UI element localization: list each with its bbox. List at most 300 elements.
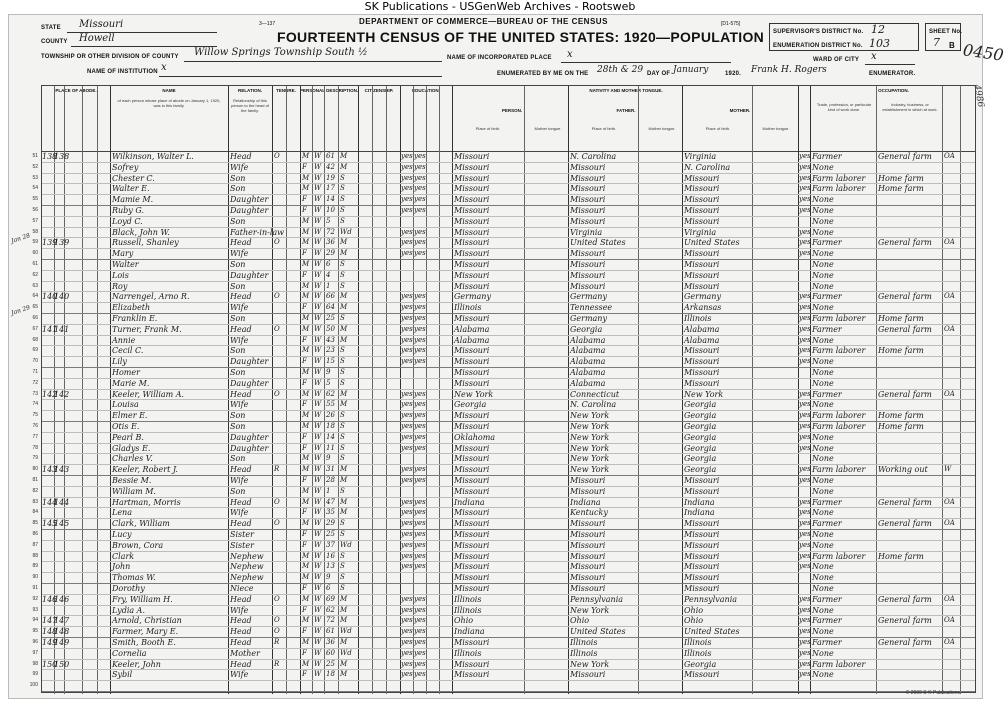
cell-trade: Farm laborer: [812, 659, 866, 669]
cell-age: 1: [326, 281, 331, 290]
cell-wr: yes: [414, 292, 426, 301]
cell-age: 36: [326, 638, 335, 646]
cell-sex: F: [302, 249, 307, 258]
cell-fpob: Missouri: [570, 540, 606, 550]
row-number: 61: [32, 261, 38, 267]
cell-rel: Wife: [230, 670, 249, 680]
state-label: STATE: [41, 25, 61, 31]
institution-label: NAME OF INSTITUTION: [87, 69, 158, 75]
cell-sex: M: [302, 486, 310, 495]
cell-pob: Missouri: [454, 152, 490, 161]
cell-ms: M: [340, 238, 348, 247]
cell-trade: Farmer: [812, 292, 842, 302]
cell-mpob: Missouri: [684, 540, 720, 550]
cell-race: W: [314, 659, 322, 668]
cell-name: Keeler, Robert J.: [112, 465, 178, 475]
cell-race: W: [314, 249, 322, 258]
cell-rd: yes: [401, 551, 413, 560]
cell-rel: Son: [230, 368, 246, 377]
cell-wr: yes: [414, 335, 426, 344]
cell-fam: 149: [54, 638, 70, 647]
cell-fpob: Missouri: [570, 486, 606, 496]
cell-trade: None: [812, 260, 834, 269]
subgroup-mother: MOTHER.: [729, 108, 751, 113]
cell-mpob: Missouri: [684, 368, 720, 377]
cell-wr: yes: [414, 594, 426, 603]
cell-race: W: [314, 476, 322, 484]
cell-wr: yes: [414, 238, 426, 247]
cell-eng: yes: [799, 162, 811, 171]
form-number: 3—137: [259, 21, 276, 27]
cell-ten: R: [274, 465, 280, 474]
cell-race: W: [314, 368, 322, 376]
cell-trade: Farm laborer: [812, 314, 866, 323]
group-nativity: NATIVITY AND MOTHER TONGUE.: [589, 88, 663, 93]
cell-mpob: Alabama: [684, 324, 720, 334]
cell-rel: Sister: [230, 530, 254, 539]
cell-sex: F: [302, 584, 307, 592]
cell-rd: yes: [401, 497, 413, 506]
sheet-label: SHEET No.: [929, 29, 963, 35]
cell-fpob: Missouri: [570, 670, 606, 680]
cell-name: Turner, Frank M.: [112, 324, 182, 334]
cell-trade: None: [812, 195, 834, 205]
cell-mpob: Missouri: [684, 562, 720, 572]
cell-trade: Farmer: [812, 497, 842, 507]
cell-name: Black, John W.: [112, 227, 170, 237]
cell-race: W: [314, 216, 322, 225]
cell-age: 31: [326, 465, 335, 474]
cell-rd: yes: [401, 638, 413, 646]
row-number: 56: [32, 207, 38, 213]
cell-fpob: Alabama: [570, 368, 606, 377]
cell-sex: F: [302, 270, 307, 279]
row-number: 92: [32, 595, 38, 602]
cell-fpob: Alabama: [570, 357, 606, 367]
cell-mpob: Missouri: [684, 346, 720, 356]
cell-trade: None: [812, 368, 834, 377]
cell-rd: yes: [401, 195, 413, 204]
cell-eng: yes: [799, 422, 811, 430]
cell-rel: Niece: [230, 584, 254, 593]
cell-age: 10: [326, 206, 335, 214]
cell-wr: yes: [414, 616, 426, 625]
cell-dw: 149: [42, 638, 58, 647]
cell-name: Narrengel, Arno R.: [112, 292, 190, 302]
cell-sex: F: [302, 530, 307, 538]
cell-fam: 143: [54, 465, 70, 475]
cell-eng: yes: [799, 357, 811, 366]
cell-mpob: Pennsylvania: [684, 594, 738, 604]
cell-trade: None: [812, 227, 834, 237]
cell-sex: M: [302, 422, 310, 430]
cell-fpob: Missouri: [570, 476, 606, 485]
cell-mpob: Missouri: [684, 519, 720, 529]
cell-ms: M: [340, 616, 348, 625]
cell-rel: Son: [230, 281, 246, 291]
cell-fpob: Missouri: [570, 206, 606, 215]
cell-pob: Illinois: [454, 648, 482, 658]
cell-pob: Missouri: [454, 551, 490, 561]
cell-ind: General farm: [878, 238, 932, 248]
cell-age: 25: [326, 530, 335, 538]
cell-mpob: Missouri: [684, 551, 720, 561]
cell-trade: None: [812, 530, 834, 539]
cell-pob: Illinois: [454, 303, 482, 313]
cell-race: W: [314, 584, 322, 592]
row-number: 72: [32, 379, 38, 386]
cell-sex: M: [302, 638, 310, 646]
cell-rd: yes: [401, 303, 413, 312]
institution-line: [159, 67, 442, 77]
cell-sex: F: [302, 443, 307, 452]
cell-age: 17: [326, 184, 335, 193]
cell-ten: R: [274, 638, 280, 646]
cell-ten: O: [274, 627, 280, 636]
cell-mpob: Missouri: [684, 670, 720, 680]
row-number: 60: [32, 250, 38, 257]
cell-sex: F: [302, 605, 307, 614]
cell-mpob: Missouri: [684, 270, 720, 280]
row-number: 100: [29, 682, 38, 689]
cell-ms: S: [340, 486, 345, 495]
cell-mpob: United States: [684, 238, 740, 248]
cell-sex: M: [302, 324, 310, 333]
cell-ms: S: [340, 260, 345, 268]
cell-fpob: Pennsylvania: [570, 594, 624, 604]
cell-name: Farmer, Mary E.: [112, 627, 179, 637]
cell-race: W: [314, 670, 322, 679]
cell-name: Otis E.: [112, 422, 140, 431]
row-number: 71: [32, 369, 38, 375]
cell-wr: yes: [414, 638, 426, 646]
cell-trade: None: [812, 476, 834, 485]
cell-dw: 145: [42, 519, 58, 529]
cell-race: W: [314, 551, 322, 560]
cell-rel: Daughter: [230, 357, 269, 367]
cell-sex: M: [302, 551, 310, 560]
cell-wr: yes: [414, 519, 426, 528]
subgroup-father: FATHER.: [616, 108, 636, 113]
cell-sex: F: [302, 670, 307, 679]
ward-value: x: [871, 51, 877, 62]
enumerated-day: 28th & 29: [597, 65, 644, 75]
cell-race: W: [314, 411, 322, 420]
cell-pob: Missouri: [454, 238, 490, 248]
cell-race: W: [314, 378, 322, 387]
cell-age: 13: [326, 562, 335, 571]
cell-ind: Working out: [878, 465, 928, 475]
cell-name: Marie M.: [112, 378, 150, 388]
cell-sex: M: [302, 465, 310, 474]
cell-pob: Missouri: [454, 584, 490, 593]
cell-trade: Farmer: [812, 594, 842, 604]
row-number: 87: [32, 541, 38, 548]
cell-age: 9: [326, 368, 331, 376]
place-value: x: [567, 49, 573, 60]
cell-fpob: New York: [570, 465, 610, 475]
cell-race: W: [314, 594, 322, 603]
cell-ms: M: [340, 465, 348, 474]
cell-rel: Son: [230, 454, 246, 464]
cell-trade: None: [812, 562, 834, 572]
cell-trade: None: [812, 335, 834, 345]
cell-pob: Missouri: [454, 227, 490, 237]
cell-wr: yes: [414, 162, 426, 171]
cell-dw: 147: [42, 616, 58, 626]
cell-race: W: [314, 227, 322, 236]
cell-sex: F: [302, 357, 307, 366]
cell-name: Ruby G.: [112, 206, 145, 215]
cell-rel: Daughter: [230, 443, 269, 453]
cell-wr: yes: [414, 303, 426, 312]
cell-age: 14: [326, 432, 335, 441]
cell-dw: 143: [42, 465, 58, 475]
cell-pob: Missouri: [454, 357, 490, 367]
cell-pob: Missouri: [454, 519, 490, 529]
cell-sex: F: [302, 335, 307, 344]
cell-ms: M: [340, 476, 348, 484]
cell-fpob: Indiana: [570, 497, 601, 507]
cell-name: Roy: [112, 281, 128, 291]
cell-fpob: Missouri: [570, 184, 606, 194]
cell-eng: yes: [799, 465, 811, 474]
cell-wr: yes: [414, 195, 426, 204]
cell-trade: Farmer: [812, 389, 842, 399]
cell-trade: Farm laborer: [812, 465, 866, 475]
cell-race: W: [314, 195, 322, 204]
row-number: 97: [32, 649, 38, 656]
cell-age: 72: [326, 227, 335, 236]
cell-race: W: [314, 260, 322, 268]
row-number: 95: [32, 628, 38, 635]
name-description: of each person whose place of abode on January 1, 1920, was in this family.: [117, 98, 221, 108]
cell-pob: Oklahoma: [454, 432, 496, 442]
cell-pob: Missouri: [454, 216, 490, 226]
cell-sex: M: [302, 260, 310, 268]
margin-note: Jan 29: [10, 304, 31, 317]
row-number: 84: [32, 509, 38, 516]
cell-age: 16: [326, 551, 335, 560]
cell-race: W: [314, 389, 322, 398]
enumerator-label: ENUMERATOR.: [869, 71, 916, 77]
cell-dw: 142: [42, 389, 58, 399]
cell-fpob: Missouri: [570, 260, 606, 269]
cell-mpob: Missouri: [684, 486, 720, 496]
cell-name: Smith, Booth E.: [112, 638, 176, 647]
cell-dw: 139: [42, 238, 58, 248]
cell-rd: yes: [401, 162, 413, 171]
cell-sex: M: [302, 281, 310, 290]
cell-ms: M: [340, 497, 348, 506]
sheet-letter: B: [949, 41, 955, 50]
cell-name: Annie: [112, 335, 136, 345]
cell-trade: None: [812, 400, 834, 410]
cell-wr: yes: [414, 508, 426, 517]
cell-rel: Wife: [230, 476, 249, 485]
industry-description: Industry, business, or establishment in which at work.: [882, 102, 938, 112]
cell-rel: Daughter: [230, 432, 269, 442]
cell-age: 43: [326, 335, 335, 344]
cell-ten: R: [274, 659, 280, 668]
cell-rel: Daughter: [230, 206, 269, 215]
group-citizenship: CITIZENSHIP.: [364, 88, 394, 93]
cell-ms: S: [340, 346, 345, 355]
cell-trade: None: [812, 281, 834, 291]
cell-sex: F: [302, 378, 307, 387]
cell-trade: Farmer: [812, 152, 842, 161]
cell-mpob: Missouri: [684, 530, 720, 539]
cell-name: Sofrey: [112, 162, 139, 172]
cell-rd: yes: [401, 443, 413, 452]
cell-ten: O: [274, 324, 280, 333]
cell-name: Charles V.: [112, 454, 153, 464]
row-number: 63: [32, 282, 38, 289]
cell-ms: S: [340, 281, 345, 290]
cell-pob: Missouri: [454, 260, 490, 269]
cell-race: W: [314, 638, 322, 646]
row-number: 99: [32, 671, 38, 678]
cell-age: 9: [326, 573, 331, 582]
cell-fpob: Missouri: [570, 249, 606, 259]
cell-trade: Farm laborer: [812, 551, 866, 561]
cell-trade: Farmer: [812, 324, 842, 334]
row-number: 90: [32, 574, 38, 581]
cell-age: 42: [326, 162, 335, 171]
cell-mpob: Georgia: [684, 659, 717, 669]
group-personal: PERSONAL DESCRIPTION.: [300, 88, 359, 93]
cell-fam: 148: [54, 627, 70, 637]
cell-fam: 139: [54, 238, 70, 248]
cell-cl: OA: [944, 616, 955, 625]
cell-pob: Ohio: [454, 616, 474, 626]
cell-age: 66: [326, 292, 335, 301]
cell-mpob: Missouri: [684, 216, 720, 226]
margin-note: Jan 28: [10, 232, 31, 245]
cell-cl: OA: [944, 389, 955, 398]
cell-race: W: [314, 443, 322, 452]
cell-rd: yes: [401, 432, 413, 441]
relation-description: Relationship of this person to the head of the family.: [231, 98, 269, 113]
cell-fpob: Connecticut: [570, 389, 620, 399]
cell-fpob: New York: [570, 443, 610, 453]
cell-mpob: Missouri: [684, 173, 720, 183]
cell-wr: yes: [414, 314, 426, 322]
cell-pob: Alabama: [454, 324, 490, 334]
cell-rel: Wife: [230, 303, 249, 313]
cell-mpob: Virginia: [684, 152, 717, 161]
column-header: [42, 86, 975, 152]
trade-description: Trade, profession, or particular kind of work done.: [816, 102, 872, 112]
cell-age: 15: [326, 357, 335, 366]
cell-pob: Missouri: [454, 314, 490, 323]
cell-sex: M: [302, 454, 310, 463]
cell-rd: yes: [401, 605, 413, 614]
cell-name: Chester C.: [112, 173, 155, 183]
cell-race: W: [314, 519, 322, 528]
person-mother-tongue: Mother tongue.: [534, 126, 562, 131]
cell-race: W: [314, 497, 322, 506]
cell-ms: S: [340, 530, 345, 538]
cell-race: W: [314, 173, 322, 182]
cell-name: Elmer E.: [112, 411, 148, 421]
cell-mpob: Virginia: [684, 227, 717, 237]
cell-name: Walter E.: [112, 184, 150, 194]
cell-trade: Farmer: [812, 238, 842, 248]
day-of-label: DAY OF: [647, 71, 671, 77]
cell-ten: O: [274, 519, 280, 528]
cell-name: Cecil C.: [112, 346, 144, 356]
cell-wr: yes: [414, 497, 426, 506]
window-title: SK Publications - USGenWeb Archives - Rootsweb: [364, 0, 636, 13]
cell-pob: Germany: [454, 292, 491, 302]
cell-mpob: Ohio: [684, 605, 704, 615]
cell-rd: yes: [401, 206, 413, 214]
row-number: 70: [32, 358, 38, 365]
cell-rd: yes: [401, 540, 413, 549]
cell-fpob: New York: [570, 454, 610, 464]
cell-name: Thomas W.: [112, 573, 156, 583]
cell-dw: 140: [42, 292, 58, 302]
cell-wr: yes: [414, 443, 426, 452]
cell-ms: S: [340, 411, 345, 420]
cell-rd: yes: [401, 249, 413, 258]
cell-ms: S: [340, 422, 345, 430]
cell-pob: Missouri: [454, 249, 490, 259]
cell-cl: OA: [944, 238, 955, 247]
cell-rel: Head: [230, 389, 252, 399]
cell-ind: General farm: [878, 324, 932, 334]
sheet-box: [925, 23, 961, 51]
cell-sex: M: [302, 227, 310, 236]
cell-sex: M: [302, 238, 310, 247]
cell-sex: F: [302, 648, 307, 657]
cell-name: Pearl B.: [112, 432, 144, 442]
cell-pob: Missouri: [454, 206, 490, 215]
cell-age: 28: [326, 476, 335, 484]
cell-rel: Son: [230, 346, 246, 356]
cell-sex: F: [302, 400, 307, 409]
cell-rel: Son: [230, 422, 246, 431]
cell-name: Mamie M.: [112, 195, 154, 205]
cell-eng: yes: [799, 206, 811, 214]
cell-rel: Son: [230, 260, 246, 269]
cell-sex: M: [302, 562, 310, 571]
cell-pob: Missouri: [454, 411, 490, 421]
cell-age: 61: [326, 627, 335, 636]
cell-rel: Nephew: [230, 573, 264, 583]
cell-ms: S: [340, 184, 345, 193]
cell-race: W: [314, 324, 322, 333]
cell-age: 25: [326, 659, 335, 668]
cell-race: W: [314, 454, 322, 463]
cell-ind: General farm: [878, 638, 932, 647]
cell-wr: yes: [414, 648, 426, 657]
cell-rel: Son: [230, 486, 246, 496]
cell-name: Russell, Shanley: [112, 238, 179, 248]
cell-name: Loyd C.: [112, 216, 143, 226]
cell-age: 26: [326, 411, 335, 420]
cell-fpob: Tennessee: [570, 303, 613, 313]
cell-eng: yes: [799, 476, 811, 484]
cell-pob: Missouri: [454, 368, 490, 377]
cell-trade: None: [812, 303, 834, 313]
cell-pob: Missouri: [454, 378, 490, 388]
cell-ms: M: [340, 659, 348, 668]
cell-mpob: New York: [684, 389, 724, 399]
row-number: 75: [32, 412, 38, 419]
cell-age: 37: [326, 540, 335, 549]
